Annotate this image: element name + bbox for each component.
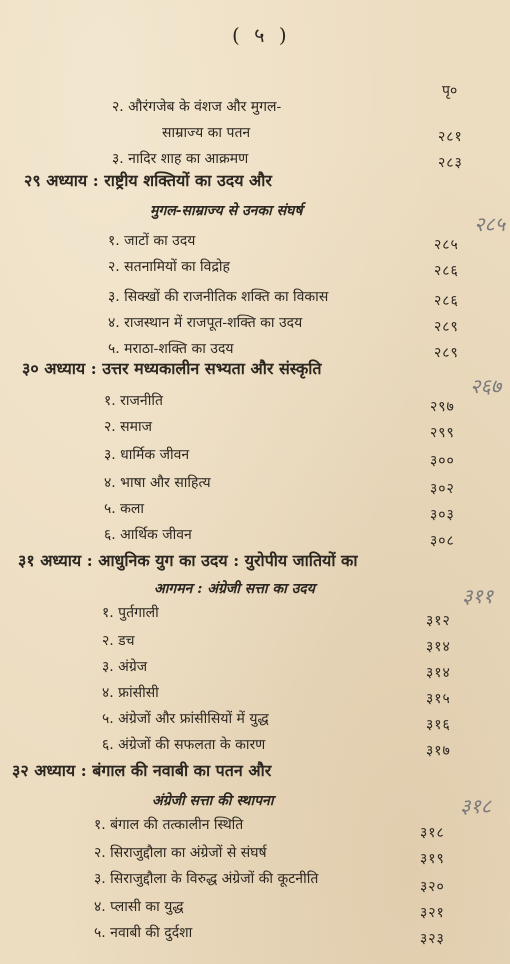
toc-entry-text: २. डच (102, 633, 135, 649)
toc-entry-page: ३१४ (426, 639, 451, 655)
toc-entry-page: ३२० (420, 879, 445, 895)
toc-entry-text: २. सिराजुद्दौला का अंग्रेजों से संघर्ष (94, 845, 267, 861)
toc-entry-text: ३. धार्मिक जीवन (104, 447, 190, 463)
chapter-heading: ३२ अध्याय : बंगाल की नवाबी का पतन और (12, 761, 272, 780)
toc-entry-text: ६. अंग्रेजों की सफलता के कारण (102, 737, 266, 753)
toc-entry-text: ५. मराठा-शक्ति का उदय (108, 341, 234, 357)
toc-entry-text: १. राजनीति (104, 393, 163, 409)
toc-entry-text: ३. नादिर शाह का आक्रमण (112, 151, 249, 167)
toc-entry-page: २९९ (430, 425, 455, 441)
toc-entry-page: २८६ (434, 293, 459, 309)
toc-entry-text: ३. सिक्खों की राजनीतिक शक्ति का विकास (108, 289, 329, 305)
toc-entry-page: ३१९ (420, 851, 445, 867)
toc-entry-text: ५. अंग्रेजों और फ्रांसीसियों में युद्ध (102, 711, 269, 727)
toc-entry-page: २९७ (430, 399, 455, 415)
toc-entry-page: २८९ (434, 319, 459, 335)
page-number: ( ५ ) (232, 23, 291, 47)
toc-entry-text: २. समाज (104, 419, 153, 435)
chapter-heading: २९ अध्याय : राष्ट्रीय शक्तियों का उदय और (24, 171, 272, 190)
toc-entry-page: ३१८ (420, 825, 445, 841)
toc-entry-text: ५. कला (104, 501, 145, 517)
toc-entry-text: ६. आर्थिक जीवन (104, 527, 192, 543)
toc-entry-page: २८६ (434, 263, 459, 279)
chapter-heading-continued: आगमन : अंग्रेजी सत्ता का उदय (154, 581, 315, 597)
chapter-heading-continued: मुगल-साम्राज्य से उनका संघर्ष (150, 203, 303, 219)
toc-entry-text: ४. भाषा और साहित्य (104, 475, 211, 491)
toc-entry-page: ३०० (430, 453, 455, 469)
toc-entry-page: ३०३ (430, 507, 455, 523)
page-column-header: पृ० (442, 83, 458, 99)
toc-entry-page: ३२३ (420, 931, 445, 947)
toc-entry-text: ४. फ्रांसीसी (102, 685, 159, 701)
margin-note: २६७ (470, 374, 502, 398)
toc-entry-text: साम्राज्य का पतन (162, 125, 251, 141)
toc-entry-text: ३. अंग्रेज (102, 659, 148, 675)
toc-entry-page: ३१५ (426, 691, 451, 707)
toc-entry-page: ३१४ (426, 665, 451, 681)
toc-entry-page: २८९ (434, 345, 459, 361)
toc-entry-text: १. जाटों का उदय (108, 233, 196, 249)
toc-entry-text: १. बंगाल की तत्कालीन स्थिति (94, 817, 244, 833)
toc-entry-text: २. सतनामियों का विद्रोह (108, 259, 230, 275)
toc-entry-page: २८५ (434, 237, 459, 253)
margin-note: २८५ (474, 212, 506, 236)
toc-entry-page: ३१६ (426, 717, 451, 733)
toc-entry-text: ४. राजस्थान में राजपूत-शक्ति का उदय (108, 315, 303, 331)
chapter-heading: ३० अध्याय : उत्तर मध्यकालीन सभ्यता और संस्कृति (22, 359, 322, 378)
toc-entry-page: ३२१ (420, 905, 445, 921)
chapter-heading: ३१ अध्याय : आधुनिक युग का उदय : युरोपीय जातियों का (18, 551, 358, 570)
toc-entry-page: ३१२ (426, 613, 451, 629)
chapter-heading-continued: अंग्रेजी सत्ता की स्थापना (152, 793, 274, 809)
toc-entry-text: ३. सिराजुद्दौला के विरुद्ध अंग्रेजों की कूटनीति (94, 871, 319, 887)
toc-entry-page: ३०८ (430, 533, 455, 549)
toc-entry-page: ३१७ (426, 743, 451, 759)
toc-entry-page: ३०२ (430, 481, 455, 497)
margin-note: ३११ (462, 584, 494, 608)
toc-entry-text: ४. प्लासी का युद्ध (94, 899, 184, 915)
toc-entry-page: २८१ (438, 129, 463, 145)
toc-entry-text: ५. नवाबी की दुर्दशा (94, 925, 193, 941)
toc-entry-text: २. औरंगजेब के वंशज और मुगल- (112, 99, 282, 115)
toc-entry-text: १. पुर्तगाली (102, 605, 159, 621)
margin-note: ३१८ (460, 794, 492, 818)
toc-entry-page: २८३ (438, 155, 463, 171)
